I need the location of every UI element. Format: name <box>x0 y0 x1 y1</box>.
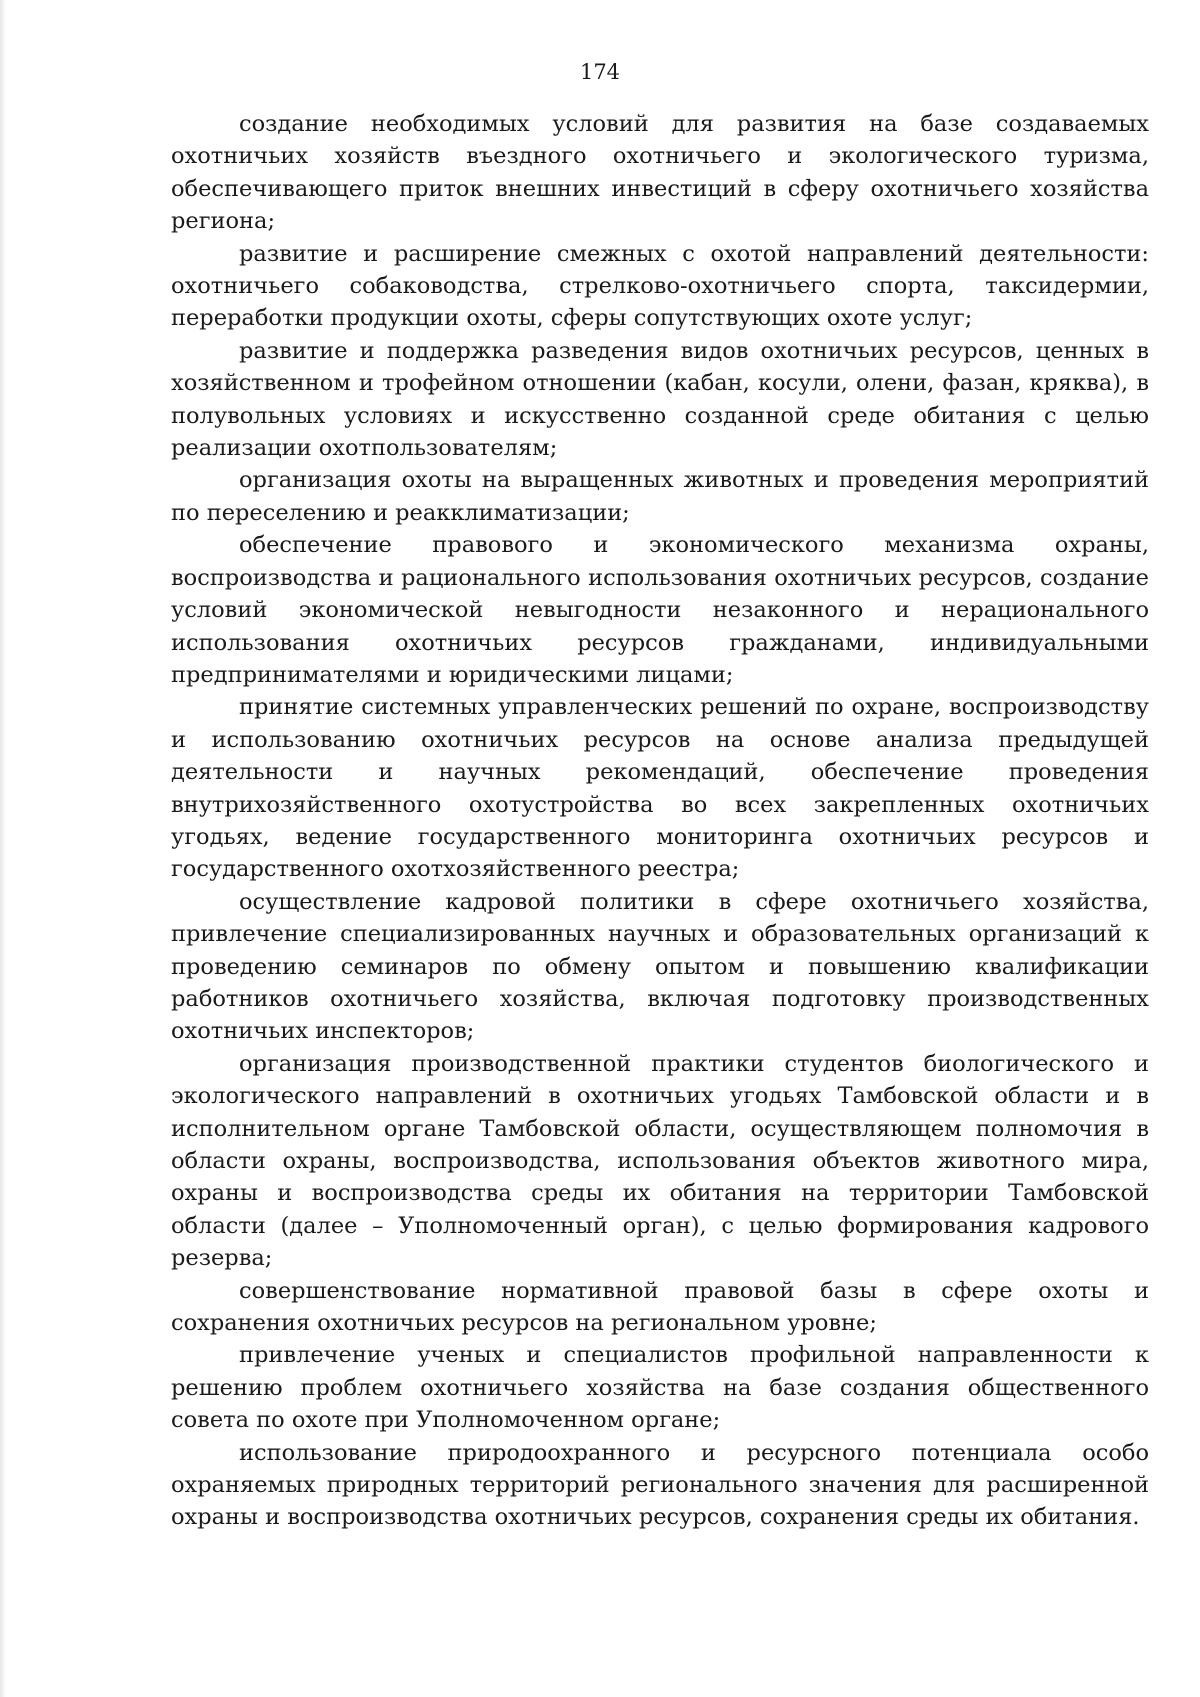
paragraph: совершенствование нормативной правовой базы в сфере охоты и сохранения охотничьих ресурсов на региональном уровне; <box>171 1277 1149 1337</box>
paragraph: осуществление кадровой политики в сфере охотничьего хозяйства, привлечение специализированных научных и образовательных организаций к проведению семинаров по обмену опытом и повышению квалификации работников охотничьего хозяйства, включая подготовку производственных охотничьих инспекторов; <box>171 888 1149 1045</box>
paragraph: организация производственной практики студентов биологического и экологического направлений в охотничьих угодьях Тамбовской области и в исполнительном органе Тамбовской области, осуществляющем полномочия в области охраны, воспроизводства, использования объектов животного мира, охраны и воспроизводства среды их обитания на территории Тамбовской области (далее – Уполномоченный орган), с целью формирования кадрового резерва; <box>171 1050 1149 1272</box>
scan-edge <box>0 0 6 1697</box>
paragraph: привлечение ученых и специалистов профильной направленности к решению проблем охотничьего хозяйства на базе создания общественного совета по охоте при Уполномоченном органе; <box>171 1342 1149 1434</box>
paragraph: принятие системных управленческих решений по охране, воспроизводству и использованию охотничьих ресурсов на основе анализа предыдущей деятельности и научных рекомендаций, обеспечение проведения внутрихозяйственного охотустройства во всех закрепленных охотничьих угодьях, ведение государственного мониторинга охотничьих ресурсов и государственного охотхозяйственного реестра; <box>171 694 1149 883</box>
paragraph: организация охоты на выращенных животных и проведения мероприятий по переселению и реакклиматизации; <box>171 467 1149 526</box>
document-body <box>171 108 1149 1534</box>
paragraph: создание необходимых условий для развития на базе создаваемых охотничьих хозяйств въездного охотничьего и экологического туризма, обеспечивающего приток внешних инвестиций в сферу охотничьего хозяйства региона; <box>171 111 1149 235</box>
paragraph: обеспечение правового и экономического механизма охраны, воспроизводства и рационального использования охотничьих ресурсов, создание условий экономической невыгодности незаконного и нерационального использования охотничьих ресурсов гражданами, индивидуальными предпринимателями и юридическими лицами; <box>171 532 1149 688</box>
paragraph: развитие и поддержка разведения видов охотничьих ресурсов, ценных в хозяйственном и трофейном отношении (кабан, косули, олени, фазан, кряква), в полувольных условиях и искусственно созданной среде обитания с целью реализации охотпользователям; <box>171 337 1149 462</box>
paragraph: использование природоохранного и ресурсного потенциала особо охраняемых природных территорий регионального значения для расширенной охраны и воспроизводства охотничьих ресурсов, сохранения среды их обитания. <box>171 1439 1149 1531</box>
page-number: 174 <box>579 60 621 84</box>
paragraph: развитие и расширение смежных с охотой направлений деятельности: охотничьего собаководства, стрелково-охотничьего спорта, таксидермии, переработки продукции охоты, сферы сопутствующих охоте услуг; <box>171 240 1149 332</box>
